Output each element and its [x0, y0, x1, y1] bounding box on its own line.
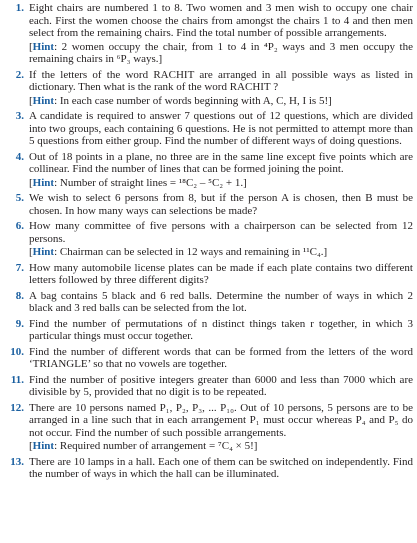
hint-text: : Required number of arrangement = ⁷C₄ × 5!]: [54, 440, 258, 452]
question-body: [29, 374, 413, 399]
hint-line: [29, 177, 413, 190]
question-text: A candidate is required to answer 7 questions out of 12 questions, which are divided into two groups, each containing 6 questions. He is not permitted to attempt more than 5 questions from either group. Find the number of different ways of doing questions.: [29, 110, 413, 147]
question-item: [4, 346, 413, 371]
hint-open-bracket: [: [29, 94, 33, 107]
question-number: 10.: [10, 345, 24, 358]
question-item: [4, 262, 413, 287]
question-number: 4.: [15, 150, 24, 163]
question-text: We wish to select 6 persons from 8, but if the person A is chosen, then B must be chosen. In how many ways can selections be made?: [29, 192, 413, 217]
hint-label: Hint: [32, 246, 55, 258]
question-text: How many committee of five persons with a chairperson can be selected from 12 persons.: [29, 220, 413, 245]
question-item: [4, 192, 413, 217]
hint-line: [29, 246, 413, 259]
hint-label: Hint: [32, 40, 55, 53]
question-number: 11.: [10, 373, 24, 386]
question-text: How many automobile license plates can be made if each plate contains two different letters followed by three different digits?: [29, 261, 413, 286]
hint-text: : 2 women occupy the chair, from 1 to 4 in ⁴P₂ ways and 3 men occupy the remaining chairs in ⁶P₃ ways.]: [29, 40, 413, 65]
question-body: [29, 69, 413, 108]
question-body: [29, 192, 413, 217]
question-text: Find the number of different words that can be formed from the letters of the word ‘TRIANGLE’ so that no vowels are together.: [29, 345, 413, 370]
question-body: [29, 318, 413, 343]
question-text: There are 10 persons named P₁, P₂, P₃, ... P₁₀. Out of 10 persons, 5 persons are to be arranged in a line such that in each arrangement P₁ must occur whereas P₄ and P₅ do not occur. Find the number of such possible arrangements.: [29, 401, 413, 439]
hint-text: : Number of straight lines = ¹⁸C₂ – ⁵C₂ + 1.]: [54, 176, 247, 189]
question-number: 12.: [10, 401, 24, 414]
question-number: 1.: [15, 2, 24, 14]
hint-label: Hint: [32, 440, 55, 452]
question-text: If the letters of the word RACHIT are arranged in all possible ways as listed in dictionary. Then what is the rank of the word RACHIT ?: [29, 68, 413, 93]
question-number: 2.: [15, 68, 24, 81]
hint-open-bracket: [: [29, 40, 33, 53]
question-text: Eight chairs are numbered 1 to 8. Two women and 3 men wish to occupy one chair each. First the women choose the chairs from amongst the chairs 1 to 4 and then men select from the remaining chairs. Find the total number of possible arrangements.: [29, 2, 413, 39]
question-list: [4, 2, 413, 481]
hint-label: Hint: [32, 176, 55, 189]
hint-line: [29, 440, 413, 453]
hint-text: : In each case number of words beginning with A, C, H, I is 5!]: [54, 94, 332, 107]
question-text: Find the number of positive integers greater than 6000 and less than 7000 which are divisible by 5, provided that no digit is to be repeated.: [29, 373, 413, 398]
question-body: [29, 346, 413, 371]
question-body: [29, 402, 413, 453]
hint-line: [29, 41, 413, 66]
hint-text: : Chairman can be selected in 12 ways and remaining in ¹¹C₄.]: [54, 246, 328, 258]
question-body: [29, 456, 413, 481]
question-body: [29, 151, 413, 190]
question-item: [4, 151, 413, 190]
question-number: 3.: [15, 110, 24, 122]
question-item: [4, 456, 413, 481]
hint-open-bracket: [: [29, 246, 33, 258]
question-item: [4, 220, 413, 259]
hint-open-bracket: [: [29, 440, 33, 452]
question-number: 8.: [15, 289, 24, 302]
hint-label: Hint: [32, 94, 55, 107]
question-text: Find the number of permutations of n distinct things taken r together, in which 3 particular things must occur together.: [29, 317, 413, 342]
question-item: [4, 402, 413, 453]
question-number: 9.: [15, 317, 24, 330]
hint-line: [29, 95, 413, 108]
question-number: 13.: [10, 455, 24, 468]
question-item: [4, 69, 413, 108]
question-number: 7.: [15, 261, 24, 274]
question-body: [29, 2, 413, 66]
hint-open-bracket: [: [29, 176, 33, 189]
question-body: [29, 290, 413, 315]
question-text: Out of 18 points in a plane, no three are in the same line except five points which are collinear. Find the number of lines that can be formed joining the point.: [29, 150, 413, 175]
question-item: [4, 374, 413, 399]
question-number: 5.: [15, 192, 24, 204]
question-body: [29, 262, 413, 287]
question-body: [29, 110, 413, 148]
question-number: 6.: [15, 220, 24, 232]
question-item: [4, 290, 413, 315]
question-item: [4, 318, 413, 343]
question-item: [4, 2, 413, 66]
question-body: [29, 220, 413, 259]
question-text: There are 10 lamps in a hall. Each one of them can be switched on independently. Find the number of ways in which the hall can be illuminated.: [29, 455, 413, 480]
question-item: [4, 110, 413, 148]
question-text: A bag contains 5 black and 6 red balls. Determine the number of ways in which 2 black and 3 red balls can be selected from the lot.: [29, 289, 413, 314]
